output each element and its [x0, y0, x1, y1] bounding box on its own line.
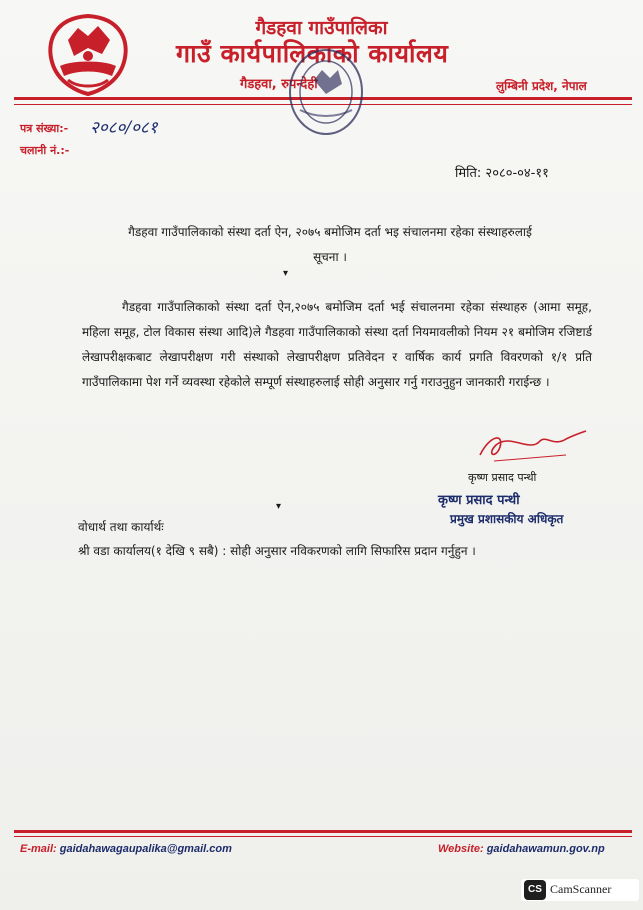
email-address[interactable]: gaidahawagaupalika@gmail.com: [59, 843, 232, 855]
cc-recipient-line: श्री वडा कार्यालय(१ देखि ९ सबै) : सोही अनुसार नविकरणको लागि सिफारिस प्रदान गर्नुहुन ।: [78, 544, 476, 558]
letter-date: मिति: २०८०-०४-११: [455, 166, 549, 181]
footer-email: [20, 843, 232, 855]
website-label: Website:: [438, 843, 484, 855]
letter-number-value: २०८०/०८१: [90, 118, 158, 138]
stray-mark: ▾: [283, 268, 289, 279]
office-stamp-icon: [286, 40, 366, 140]
cc-label: वोधार्थ तथा कार्यार्थः: [78, 520, 164, 534]
letter-number-label: पत्र संख्या:-: [20, 122, 69, 135]
municipality-name: गैडहवा गाउँपालिका: [255, 17, 388, 39]
office-address: गैडहवा, रुपन्देही: [240, 77, 318, 92]
stamp-signatory-name: कृष्ण प्रसाद पन्थी: [438, 493, 520, 508]
email-label: E-mail:: [20, 843, 57, 855]
subject-line-2: सूचना ।: [313, 250, 347, 264]
office-name: गाउँ कार्यपालिकाको कार्यालय: [176, 39, 449, 68]
stamp-signatory-title: प्रमुख प्रशासकीय अधिकृत: [450, 512, 564, 526]
camscanner-text: CamScanner: [550, 882, 612, 896]
footer-rule-thick: [14, 830, 632, 833]
footer-website: [438, 843, 605, 855]
notice-body: गैडहवा गाउँपालिकाको संस्था दर्ता ऐन,२०७५ बमोजिम दर्ता भई संचालनमा रहेका संस्थाहरु (आमा समूह, महिला समूह, टोल विकास संस्था आदि)ले गैडहवा गाउँपालिकाको संस्था दर्ता नियमावलीको नियम २१ बमोजिम रजिष्टार्ड लेखापरीक्षकबाट लेखापरीक्षण गरी संस्थाको लेखापरीक्षण प्रतिवेदन र वार्षिक कार्य प्रगति विवरणको १/१ प्रति गाउँपालिकामा पेश गर्ने व्यवस्था रहेकोले सम्पूर्ण संस्थाहरुलाई सोही अनुसार गर्नु गराउनुहुन जानकारी गराईन्छ ।: [82, 300, 592, 389]
dispatch-number-label: चलानी नं.:-: [20, 144, 70, 157]
website-url[interactable]: gaidahawamun.gov.np: [486, 843, 605, 855]
notice-subject: [70, 220, 590, 270]
footer-rule-thin: [14, 836, 632, 837]
province-name: लुम्बिनी प्रदेश, नेपाल: [496, 79, 587, 93]
camscanner-logo-icon: CS: [524, 880, 546, 900]
stray-mark: ▾: [276, 501, 282, 512]
signature-icon: [470, 425, 590, 475]
signatory-name: कृष्ण प्रसाद पन्थी: [468, 471, 537, 484]
camscanner-watermark: [521, 879, 639, 901]
subject-line-1: गैडहवा गाउँपालिकाको संस्था दर्ता ऐन, २०७५ बमोजिम दर्ता भइ संचालनमा रहेका संस्थाहरुलाई: [128, 225, 532, 239]
